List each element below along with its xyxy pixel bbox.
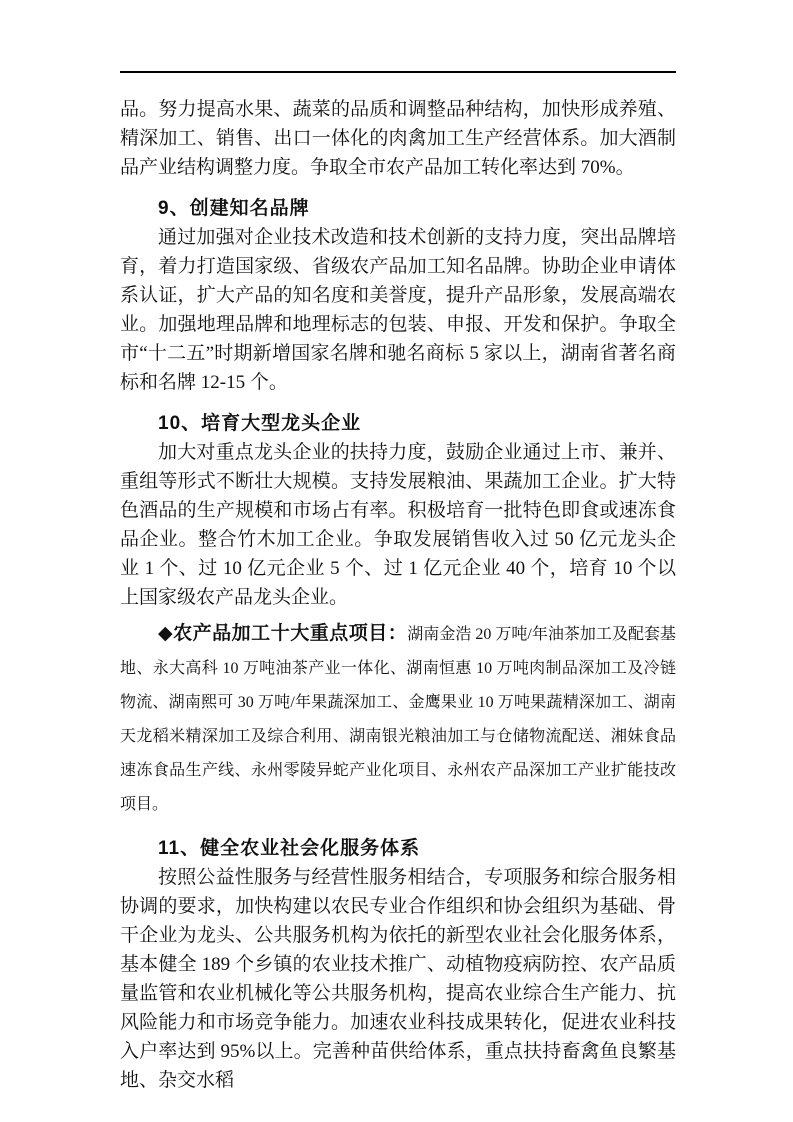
key-projects-list: 湖南金浩 20 万吨/年油茶加工及配套基地、永大高科 10 万吨油茶产业一体化、湖南恒惠 10 万吨肉制品深加工及冷链物流、湖南熙可 30 万吨/年果蔬深加工、金鹰果业 10 万吨果蔬精深加工、湖南天龙稻米精深加工及综合利用、湖南银光粮油加工与仓储物流配送、湘妹食品速冻食品生产线、永州零陵异蛇产业化项目、永州农产品深加工产业扩能技改项目。 xyxy=(120,626,676,813)
document-content xyxy=(120,95,676,1095)
continuation-paragraph: 品。努力提高水果、蔬菜的品质和调整品种结构，加快形成养殖、精深加工、销售、出口一体化的肉禽加工生产经营体系。加大酒制品产业结构调整力度。争取全市农产品加工转化率达到 70%。 xyxy=(120,99,676,178)
section-9-heading: 9、创建知名品牌 xyxy=(158,198,310,219)
header-rule xyxy=(120,71,676,73)
key-projects-lead: ◆农产品加工十大重点项目： xyxy=(158,623,408,644)
key-projects-paragraph xyxy=(120,617,676,822)
section-11-paragraph: 按照公益性服务与经营性服务相结合，专项服务和综合服务相协调的要求，加快构建以农民专业合作组织和协会组织为基础、骨干企业为龙头、公共服务机构为依托的新型农业社会化服务体系，基本健全 189 个乡镇的农业技术推广、动植物疫病防控、农产品质量监管和农业机械化等公共服务机构，提高农业综合生产能力、抗风险能力和市场竞争能力。加速农业科技成果转化，促进农业科技入户率达到 95%以上。完善种苗供给体系，重点扶持畜禽鱼良繁基地、杂交水稻 xyxy=(120,867,676,1091)
section-10-paragraph: 加大对重点龙头企业的扶持力度，鼓励企业通过上市、兼并、重组等形式不断壮大规模。支持发展粮油、果蔬加工企业。扩大特色酒品的生产规模和市场占有率。积极培育一批特色即食或速冻食品企业。整合竹木加工企业。争取发展销售收入过 50 亿元龙头企业 1 个、过 10 亿元企业 5 个、过 1 亿元企业 40 个，培育 10 个以上国家级农产品龙头企业。 xyxy=(120,442,676,608)
section-10-heading: 10、培育大型龙头企业 xyxy=(158,413,362,434)
section-11-heading: 11、健全农业社会化服务体系 xyxy=(158,838,421,859)
section-9-paragraph: 通过加强对企业技术改造和技术创新的支持力度，突出品牌培育，着力打造国家级、省级农产品加工知名品牌。协助企业申请体系认证，扩大产品的知名度和美誉度，提升产品形象，发展高端农业。加强地理品牌和地理标志的包装、申报、开发和保护。争取全市“十二五”时期新增国家名牌和驰名商标 5 家以上，湖南省著名商标和名牌 12-15 个。 xyxy=(120,227,676,393)
